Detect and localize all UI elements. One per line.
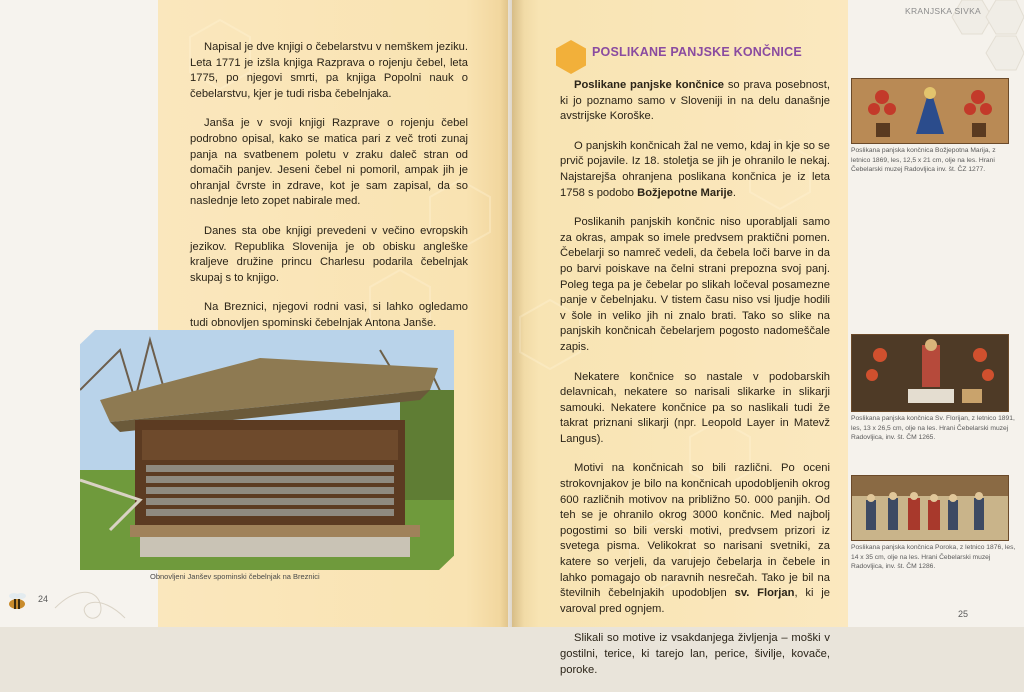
title-hexagon-icon: [556, 40, 586, 74]
right-paragraph-1: [560, 78, 830, 125]
text-run: Motivi na končnicah so bili različni. Po oceni strokovnjakov je bilo na končnicah upodobljenih okrog 600 različnih motivov na približno 50. 000 panjih. Od teh se je ohranilo okrog 3000 končnic. Med najbolj pogostimi so bili verski motivi, predvsem prizori iz svetega pisma. Velikokrat so narisani svetniki, za katere so verjeli, da varujejo čebelarja in čebele in lahko pomagajo ob naravnih nesrečah. Tako je bil na številnih čebelnjakih upodobljen: [560, 462, 830, 600]
text-run: , ki je varoval pred ognjem.: [560, 587, 830, 615]
right-paragraph-3: Poslikanih panjskih končnic niso uporabljali samo za okras, ampak so imele predvsem praktični pomen. Čebelarji so namreč vedeli, da čebela loči barve in da po barvi poiskave na čelni strani prepozna svoj panj. Poleg tega pa je čebelar po slikah ločeval posamezne panje v čebelnjaku. V tistem času niso vsi ljudje hodili v šole in veliko jih ni znalo brati. Tako so slike na panjskih končnicah čebelarjem pogosto nadomeščale zapis.: [560, 216, 830, 353]
right-page-body: [560, 78, 830, 692]
section-title: POSLIKANE PANJSKE KONČNICE: [592, 45, 802, 59]
running-head: KRANJSKA SIVKA: [905, 6, 982, 16]
text-run: O panjskih končnicah žal ne vemo, kdaj in kje so se prvič pojavile. Iz 18. stoletja se jih je ohranilo le nekaj. Najstarejša ohranjena poslikana končnica je iz leta 1758 s podobo: [560, 139, 830, 199]
painted-panel-mary-image: [851, 78, 1009, 144]
caption-florian: Poslikana panjska končnica Sv. Florijan, z letnico 1891, les, 13 x 26,5 cm, olje na les. Hrani Čebelarski muzej Radovljica, inv. št. ČM 1265.: [851, 415, 1015, 442]
bold-term: sv. Florjan: [734, 587, 795, 600]
text-run: so prava posebnost, ki jo poznamo samo v Sloveniji in na delu današnje avstrijske Koroške.: [560, 79, 830, 123]
book-gutter: [500, 0, 524, 627]
right-paragraph-5: [560, 461, 830, 617]
left-paragraph-4: Na Breznici, njegovi rodni vasi, si lahko ogledamo tudi obnovljen spominski čebelnjak Antona Janše.: [190, 301, 468, 329]
beehouse-photo: [80, 330, 454, 570]
page-number-right: 25: [958, 609, 969, 619]
caption-wedding: Poslikana panjska končnica Poroka, z letnico 1876, les, 14 x 35 cm, olje na les. Hrani Čebelarski muzej Radovljica, inv. št. ČM 1286.: [851, 544, 1016, 571]
bold-term: Božjepotne Marije: [637, 186, 733, 199]
right-paragraph-4: Nekatere končnice so nastale v podobarskih delavnicah, nekatere so narisali slikarke in slikarji samouki. Nekatere končnice pa so naslikali tudi že takrat priznani slikarji (npr. Leopold Layer in Matevž Langus).: [560, 370, 830, 445]
photo-caption: Obnovljeni Janšev spominski čebelnjak na Breznici: [150, 572, 320, 581]
page-number-left: 24: [38, 594, 49, 604]
left-paragraph-3: Danes sta obe knjigi prevedeni v večino evropskih jezikov. Republika Slovenija je ob obisku angleške kraljeve družine princu Charlesu podarila čebelnjak skupaj s to knjigo.: [190, 224, 468, 284]
caption-mary: Poslikana panjska končnica Božjepotna Marija, z letnico 1869, les, 12,5 x 21 cm, olje na les. Hrani Čebelarski muzej Radovljica inv. št. ČZ 1277.: [851, 147, 996, 174]
right-paragraph-6: Slikali so motive iz vsakdanjega življenja – moški v gostilni, terice, ki tarejo lan, perice, šivilje, kovače, poroke.: [560, 632, 830, 676]
decorative-swirl: [55, 588, 125, 627]
painted-panel-florian-image: [851, 334, 1009, 412]
painted-panel-wedding-image: [851, 475, 1009, 541]
left-page-body: [190, 40, 468, 346]
left-paragraph-1: Napisal je dve knjigi o čebelarstvu v nemškem jeziku. Leta 1771 je izšla knjiga Razprava o rojenju čebel, leta 1775, po njegovi smrti, pa knjiga Popolni nauk o čebelarstvu, kjer je tudi risba čebelnjaka.: [190, 41, 468, 100]
bold-term: Poslikane panjske končnice: [574, 79, 725, 91]
right-paragraph-2: [560, 139, 830, 201]
left-paragraph-2: Janša je v svoji knjigi Razprave o rojenju čebel podrobno opisal, kako se matica pari z več troti zunaj panja na svatbenem poletu v zraku daleč stran od domačih panjev. Jeseni čebel ni pomoril, ampak jih je ohranjal čvrste in zdrave, kot je sam zapisal, da so naslednje leto zopet nabirale med.: [190, 117, 468, 208]
text-run: .: [732, 186, 736, 199]
bee-icon: [2, 590, 32, 614]
